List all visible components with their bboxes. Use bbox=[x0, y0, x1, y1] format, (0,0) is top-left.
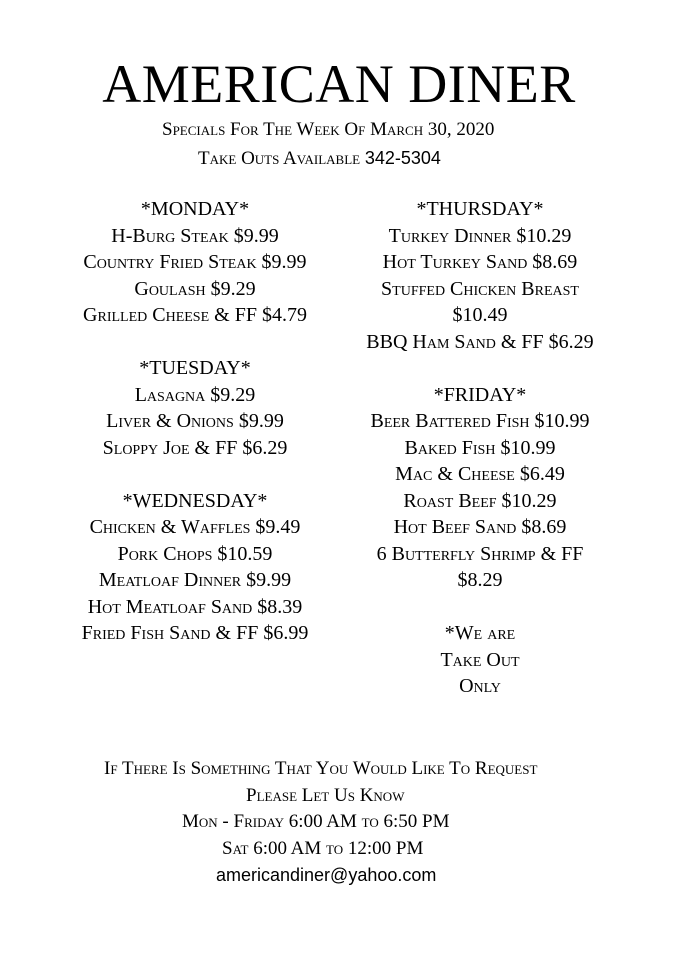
menu-item: $10.49 bbox=[452, 304, 508, 326]
takeout-label: Take Outs Available bbox=[198, 148, 361, 169]
spacer bbox=[340, 594, 620, 621]
menu-item: H-Burg Steak $9.99 bbox=[111, 224, 279, 247]
menu-item: BBQ Ham Sand & FF $6.29 bbox=[366, 330, 594, 353]
page-title: AMERICAN DINER bbox=[102, 54, 576, 114]
menu-item: Liver & Onions $9.99 bbox=[106, 410, 284, 432]
request-line: If There Is Something That You Would Like To Request bbox=[104, 758, 538, 779]
spacer bbox=[50, 329, 340, 356]
menu-item: Sloppy Joe & FF $6.29 bbox=[102, 436, 288, 459]
day-heading-wednesday: *WEDNESDAY* bbox=[122, 489, 268, 512]
let-us-know: Please Let Us Know bbox=[246, 784, 405, 806]
day-heading-tuesday: *TUESDAY* bbox=[139, 357, 251, 379]
footer bbox=[0, 756, 678, 889]
takeout-note: Take Out bbox=[440, 648, 520, 671]
menu-item: Beer Battered Fish $10.99 bbox=[370, 410, 590, 432]
spacer bbox=[340, 355, 620, 382]
menu-item: Fried Fish Sand & FF $6.99 bbox=[81, 622, 309, 644]
spacer bbox=[50, 461, 340, 488]
menu-item: Pork Chops $10.59 bbox=[117, 542, 273, 565]
menu-item: Country Fried Steak $9.99 bbox=[83, 251, 307, 273]
weekday-hours: Mon - Friday 6:00 AM to 6:50 PM bbox=[182, 811, 450, 832]
menu-item: Lasagna $9.29 bbox=[134, 383, 256, 406]
menu-column-left bbox=[50, 196, 340, 647]
menu-item: Turkey Dinner $10.29 bbox=[388, 224, 572, 247]
menu-item: $8.29 bbox=[457, 569, 503, 591]
menu-item: Hot Turkey Sand $8.69 bbox=[382, 251, 578, 273]
menu-item: Mac & Cheese $6.49 bbox=[395, 463, 565, 485]
takeout-note: *We are bbox=[444, 622, 516, 644]
day-heading-thursday: *THURSDAY* bbox=[416, 198, 544, 220]
menu-item: Baked Fish $10.99 bbox=[404, 436, 556, 459]
menu-column-right bbox=[340, 196, 620, 700]
menu-item: Hot Meatloaf Sand $8.39 bbox=[87, 595, 303, 618]
day-heading-friday: *FRIDAY* bbox=[433, 383, 527, 406]
phone-number: 342-5304 bbox=[364, 148, 441, 168]
saturday-hours: Sat 6:00 AM to 12:00 PM bbox=[222, 837, 424, 859]
menu-item: Grilled Cheese & FF $4.79 bbox=[83, 304, 307, 326]
specials-subtitle: Specials For The Week Of March 30, 2020 bbox=[162, 119, 495, 140]
menu-item: Stuffed Chicken Breast bbox=[381, 277, 579, 300]
email-address: americandiner@yahoo.com bbox=[216, 865, 437, 885]
menu-item: 6 Butterfly Shrimp & FF bbox=[376, 542, 584, 565]
menu-item: Goulash $9.29 bbox=[134, 277, 256, 300]
takeout-note: Only bbox=[459, 675, 501, 697]
takeout-line bbox=[198, 145, 441, 172]
menu-item: Roast Beef $10.29 bbox=[403, 489, 557, 512]
menu-item: Meatloaf Dinner $9.99 bbox=[98, 569, 292, 591]
day-heading-monday: *MONDAY* bbox=[140, 198, 250, 220]
menu-item: Chicken & Waffles $9.49 bbox=[89, 516, 301, 538]
menu-item: Hot Beef Sand $8.69 bbox=[393, 516, 567, 538]
